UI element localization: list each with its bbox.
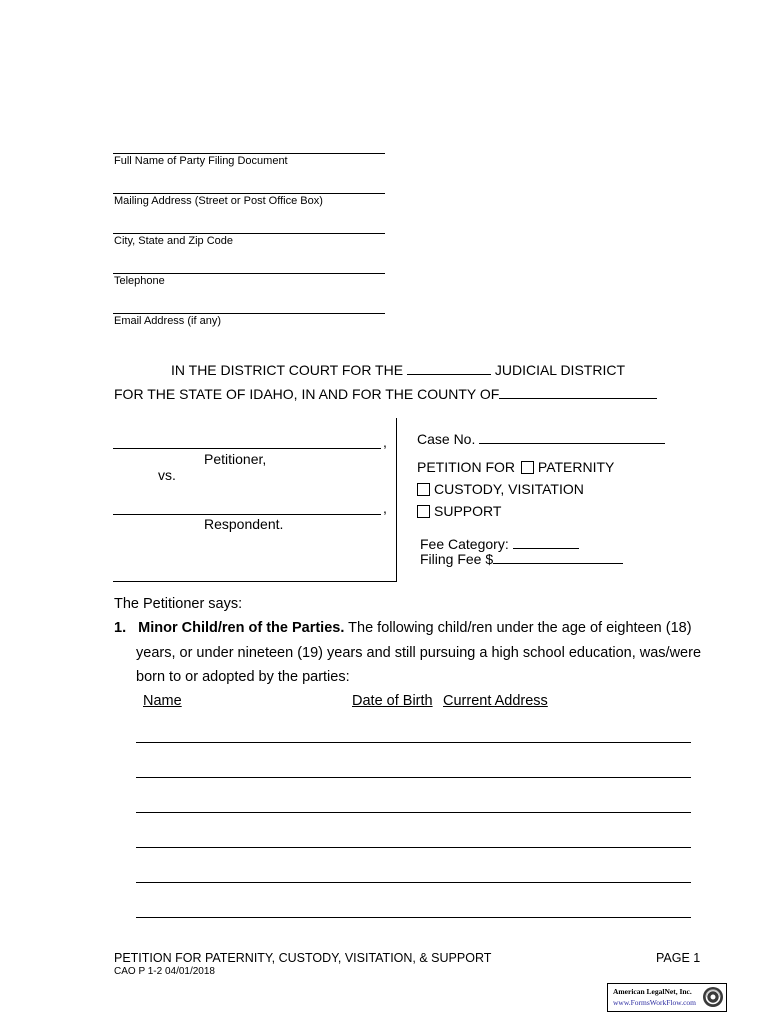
- column-name-header: Name: [143, 693, 182, 709]
- email-line[interactable]: [113, 313, 385, 314]
- logo-company-name: American LegalNet, Inc.: [613, 987, 692, 996]
- child-entry-line[interactable]: [136, 882, 691, 883]
- caption-bottom-line: [113, 581, 397, 582]
- fee-category-label: Fee Category:: [420, 536, 509, 552]
- vs-label: vs.: [158, 467, 176, 483]
- caption-divider: [396, 418, 397, 581]
- filing-fee-label: Filing Fee $: [420, 551, 494, 567]
- child-entry-line[interactable]: [136, 917, 691, 918]
- respondent-comma: ,: [383, 500, 387, 516]
- petitioner-label: Petitioner,: [204, 451, 267, 467]
- item-text-2: years, or under nineteen (19) years and still pursuing a high school education, was/were: [136, 645, 702, 661]
- petitioner-says: The Petitioner says:: [114, 596, 243, 612]
- filing-fee-row: [420, 550, 623, 567]
- city-state-zip-line[interactable]: [113, 233, 385, 234]
- respondent-name-line[interactable]: [113, 514, 381, 515]
- support-row: [417, 503, 501, 519]
- item-text-3: born to or adopted by the parties:: [136, 669, 350, 685]
- american-legalnet-logo: [607, 983, 727, 1012]
- logo-globe-icon: [702, 986, 724, 1008]
- case-number-blank[interactable]: [479, 430, 665, 444]
- item-number: 1.: [114, 620, 127, 636]
- email-label: Email Address (if any): [114, 315, 221, 327]
- child-entry-line[interactable]: [136, 847, 691, 848]
- court-line1-post: JUDICIAL DISTRICT: [494, 362, 625, 378]
- support-label: SUPPORT: [434, 503, 502, 519]
- child-entry-line[interactable]: [136, 812, 691, 813]
- petitioner-comma: ,: [383, 434, 387, 450]
- petitioner-name-line[interactable]: [113, 448, 381, 449]
- footer-title: PETITION FOR PATERNITY, CUSTODY, VISITATION, & SUPPORT: [114, 951, 492, 965]
- child-entry-line[interactable]: [136, 742, 691, 743]
- court-line1-pre: IN THE DISTRICT COURT FOR THE: [171, 362, 404, 378]
- column-address-header: Current Address: [443, 693, 548, 709]
- logo-website: www.FormsWorkFlow.com: [613, 998, 697, 1007]
- child-entry-line[interactable]: [136, 777, 691, 778]
- custody-checkbox[interactable]: [417, 483, 430, 496]
- fee-category-blank[interactable]: [513, 535, 579, 549]
- county-blank[interactable]: [499, 385, 657, 399]
- telephone-line[interactable]: [113, 273, 385, 274]
- footer-page-number: PAGE 1: [656, 951, 701, 965]
- support-checkbox[interactable]: [417, 505, 430, 518]
- respondent-label: Respondent.: [204, 516, 284, 532]
- item-heading: Minor Child/ren of the Parties.: [138, 620, 345, 636]
- court-line2-text: FOR THE STATE OF IDAHO, IN AND FOR THE COUNTY OF: [114, 386, 500, 402]
- custody-label: CUSTODY, VISITATION: [434, 481, 584, 497]
- telephone-label: Telephone: [114, 275, 165, 287]
- petition-for-row: [417, 459, 614, 475]
- case-number-row: [417, 430, 665, 447]
- paternity-label: PATERNITY: [537, 459, 615, 475]
- filing-fee-blank[interactable]: [493, 550, 623, 564]
- full-name-label: Full Name of Party Filing Document: [114, 155, 288, 167]
- custody-row: [417, 481, 584, 497]
- mailing-address-line[interactable]: [113, 193, 385, 194]
- case-no-label: Case No.: [417, 431, 476, 447]
- court-heading-line2: [114, 385, 657, 402]
- petition-for-label: PETITION FOR: [417, 459, 515, 475]
- item-text-1: The following child/ren under the age of eighteen (18): [348, 620, 692, 636]
- judicial-district-blank[interactable]: [407, 361, 491, 375]
- column-dob-header: Date of Birth: [352, 693, 433, 709]
- item-1-line1: [114, 620, 692, 636]
- full-name-line[interactable]: [113, 153, 385, 154]
- footer-form-code: CAO P 1-2 04/01/2018: [114, 966, 215, 977]
- court-heading-line1: [171, 361, 625, 378]
- city-state-zip-label: City, State and Zip Code: [114, 235, 234, 247]
- paternity-checkbox[interactable]: [521, 461, 534, 474]
- mailing-address-label: Mailing Address (Street or Post Office Box): [114, 195, 323, 207]
